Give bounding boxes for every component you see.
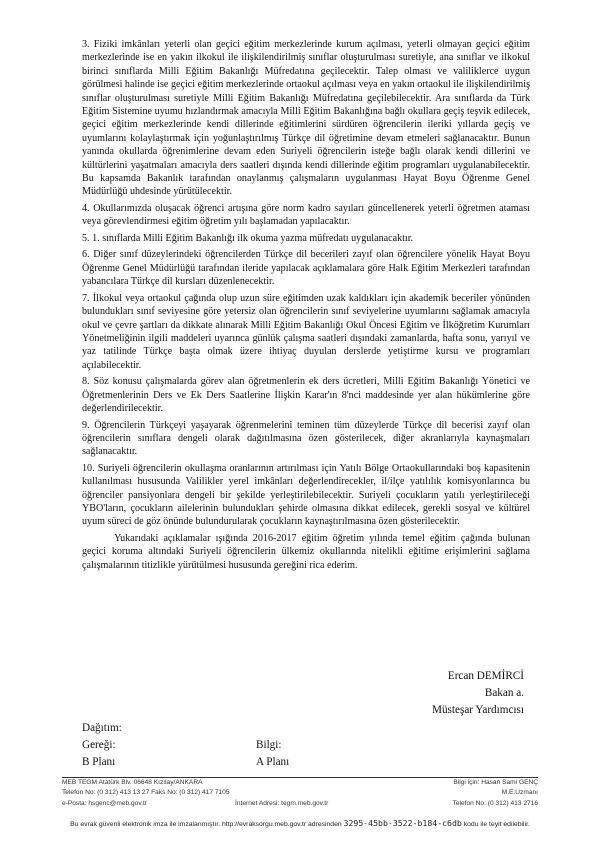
paragraph-4: 4. Okullarımızda oluşacak öğrenci artışına göre norm kadro sayıları güncellenerek yeterli öğretmen ataması veya görevlendirmesi eğitim öğretim yılı başlamadan yapılacaktır.	[82, 202, 530, 228]
bilgi-value: A Planı	[256, 756, 290, 768]
letter-body	[82, 38, 530, 575]
bilgi-label: Bilgi:	[256, 739, 282, 751]
paragraph-8: 8. Söz konusu çalışmalarda görev alan öğretmenlerin ek ders ücretleri, Milli Eğitim Bakanlığı Yönetici ve Öğretmenlerinin Ders ve Ek Ders Saatlerine İlişkin Karar'ın 8'nci maddesinde yer alan hükümlerine göre değerlendirilecektir.	[82, 376, 530, 415]
gereği-value: B Planı	[82, 756, 116, 768]
paragraph-5: 5. 1. sınıflarda Milli Eğitim Bakanlığı ilk okuma yazma müfredatı uygulanacaktır.	[82, 232, 414, 244]
paragraph-10: 10. Suriyeli öğrencilerin okullaşma oranlarının artırılması için Yatılı Bölge Ortaokullarındaki boş kapasitenin kullanılması hususunda Valilikler yerel imkânları değerlendirecekler, il/ilçe yatılılık komisyonlarınca bu öğrenciler pansiyonlara dengeli bir şekilde yerleştirilebilecektir. Suriyeli çocukların yatılı yerleştirileceği YBO'ların, çocukların ailelerinin bulundukları şehirde olmasına dikkat edilecek, gerekli sosyal ve kültürel uyum süreci de göz önünde bulundurularak çocukların kaynaştırılmasına özen gösterilecektir.	[82, 462, 530, 528]
paragraph-9: 9. Öğrencilerin Türkçeyi yaşayarak öğrenmelerini teminen tüm düzeylerde Türkçe dil becerisi zayıf olan öğrencilerin sınıflara dengeli olarak dağıtılmasına özen gösterilecek, diğer akranlarıyla kaynaşmaları sağlanacaktır.	[82, 419, 530, 458]
distribution-value-row	[82, 754, 289, 771]
footer-right	[453, 778, 538, 809]
verification-prefix: Bu evrak güvenli elektronik imza ile imzalanmıştır. http://evraksorgu.meb.gov.tr adresinden	[70, 821, 342, 828]
closing-paragraph: Yukarıdaki açıklamalar ışığında 2016-2017 eğitim öğretim yılında temel eğitim çağında bulunan geçici koruma altındaki Suriyeli öğrencilerin ülkemiz okullarında nitelikli eğitime erişimlerini sağlama çalışmalarının titizlikle yürütülmesi hususunda gereğini rica ederim.	[82, 532, 530, 571]
signatory-name: Ercan DEMİRCİ	[447, 670, 524, 682]
paragraph-3: 3. Fiziki imkânları yeterli olan geçici eğitim merkezlerinde kurum açılması, yeterli olmayan geçici eğitim merkezlerinde ise en yakın ilkokul ile ilişkilendirilmiş sınıflar oluşturulması suretiyle, ana sınıflar ve ilkokul birinci sınıflarda Milli Eğitim Bakanlığı Müfredatına geçilecektir. Talep olması ve valiliklerce uygun görülmesi halinde ise geçici eğitim merkezlerinde ortaokul açılması veya en yakın ortaokul ile ilişkilendirilmiş sınıflar oluşturulması suretiyle Milli Eğitim Bakanlığı Müfredatına geçilebilecektir. Ara sınıflarda da Türk Eğitim Sistemine uyumu hızlandırmak amacıyla Milli Eğitim Bakanlığına bağlı okullara geçiş teşvik edilecek, geçici eğitim merkezlerinde kendi dillerinde eğitimlerini sürdüren öğrencilerin ileriki yıllarda geçiş ve uyumlarını kolaylaştırmak için yoğunlaştırılmış Türkçe dil öğretimine devam etmeleri sağlanacaktır. Bunun yanında okullarda öğrenimlerine devam eden Suriyeli öğrencilerin isteğe bağlı olarak kendi dillerini ve kültürlerini yaşatmaları amacıyla ders saatleri dışında kendi dillerinde eğitim programları uygulanabilecektir. Bu kapsamda Bakanlık tarafından onaylanmış çalışmaların uygulanması Hayat Boyu Öğrenme Genel Müdürlüğü uhdesinde yürütülecektir.	[82, 39, 530, 198]
e-signature-verification	[0, 818, 600, 828]
signature-block	[432, 668, 524, 719]
distribution-header-row	[82, 737, 289, 754]
footer-phone: Telefon No: (0 312) 413 13 27 Faks No: (0 312) 417 7105	[62, 789, 230, 797]
verification-code: 3295-45bb-3522-b184-c6db	[343, 818, 462, 828]
distribution-block	[82, 720, 289, 771]
paragraph-7: 7. İlkokul veya ortaokul çağında olup uzun süre eğitimden uzak kaldıkları için akademik beceriler yönünden bulundukları sınıf seviyesine göre yetersiz olan öğrencilerin sınıf seviyelerine uyumlarını sağlamak amacıyla okul ve çevre şartları da dikkate alınarak Milli Eğitim Bakanlığı Okul Öncesi Eğitim ve İlköğretim Kurumları Yönetmeliğinin ilgili maddeleri uyarınca günlük çalışma saatleri dışındaki zamanlarda, hafta sonu, yarıyıl ve yaz tatilinde Türkçe başta olmak üzere ihtiyaç duyulan derslerde yetiştirme kursu ve programları açılabilecektir.	[82, 292, 530, 371]
gerегi-label: Gereği:	[82, 739, 116, 751]
footer-address: MEB TEGM Atatürk Blv. 06648 Kızılay/ANKARA	[62, 779, 203, 786]
verification-suffix: kodu ile teyit edilebilir.	[463, 821, 530, 828]
signatory-title: Müsteşar Yardımcısı	[432, 704, 524, 716]
footer-email: e-Posta: hsgenc@meb.gov.tr	[62, 799, 148, 807]
signatory-for: Bakan a.	[484, 687, 524, 699]
footer-web: İnternet Adresi: tegm.meb.gov.tr	[235, 799, 329, 807]
footer-role: M.E.Uzmanı	[501, 789, 538, 797]
footer-left	[62, 778, 230, 809]
footer-info: Bilgi için: Hasan Sami GENÇ	[453, 779, 538, 786]
distribution-label: Dağıtım:	[82, 722, 122, 734]
paragraph-6: 6. Diğer sınıf düzeylerindeki öğrencilerden Türkçe dil becerileri zayıf olan öğrencilere yönelik Hayat Boyu Öğrenme Genel Müdürlüğü tarafından ileride yapılacak açıklamalara göre Halk Eğitim Merkezleri tarafından yabancılara Türkçe dil kursları düzenlenecektir.	[82, 249, 530, 288]
footer-contact-phone: Telefon No: (0 312) 413 2716	[452, 799, 538, 807]
